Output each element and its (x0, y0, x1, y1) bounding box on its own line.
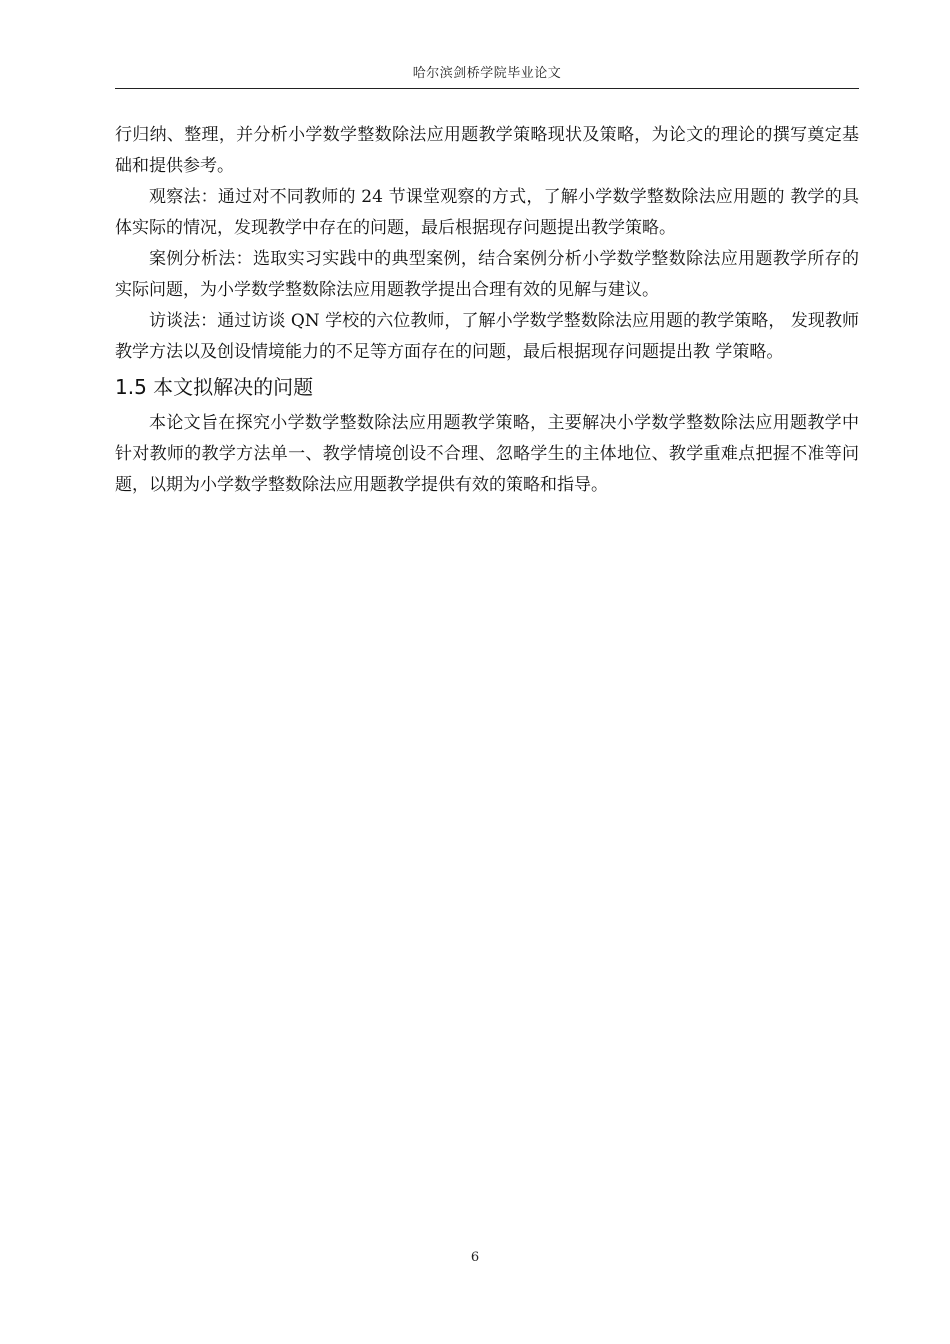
paragraph-case-analysis-method: 案例分析法：选取实习实践中的典型案例，结合案例分析小学数学整数除法应用题教学所存的实际问题，为小学数学整数除法应用题教学提出合理有效的见解与建议。 (115, 249, 859, 300)
section-heading: 1.5 本文拟解决的问题 (115, 375, 314, 399)
page-header (115, 62, 859, 89)
paragraph-section-body: 本论文旨在探究小学数学整数除法应用题教学策略，主要解决小学数学整数除法应用题教学中针对教师的教学方法单一、教学情境创设不合理、忽略学生的主体地位、教学重难点把握不准等问题，以期为小学数学整数除法应用题教学提供有效的策略和指导。 (115, 413, 859, 495)
paragraph-interview-method: 访谈法：通过访谈 QN 学校的六位教师，了解小学数学整数除法应用题的教学策略， 发现教师教学方法以及创设情境能力的不足等方面存在的问题，最后根据现存问题提出教 学策略。 (115, 311, 859, 362)
header-title: 哈尔滨剑桥学院毕业论文 (412, 66, 562, 81)
paragraph-continuation: 行归纳、整理，并分析小学数学整数除法应用题教学策略现状及策略，为论文的理论的撰写奠定基础和提供参考。 (115, 125, 859, 176)
document-body (115, 120, 859, 501)
paragraph-observation-method: 观察法：通过对不同教师的 24 节课堂观察的方式，了解小学数学整数除法应用题的 教学的具体实际的情况，发现教学中存在的问题，最后根据现存问题提出教学策略。 (115, 187, 859, 238)
page-number: 6 (470, 1250, 480, 1265)
